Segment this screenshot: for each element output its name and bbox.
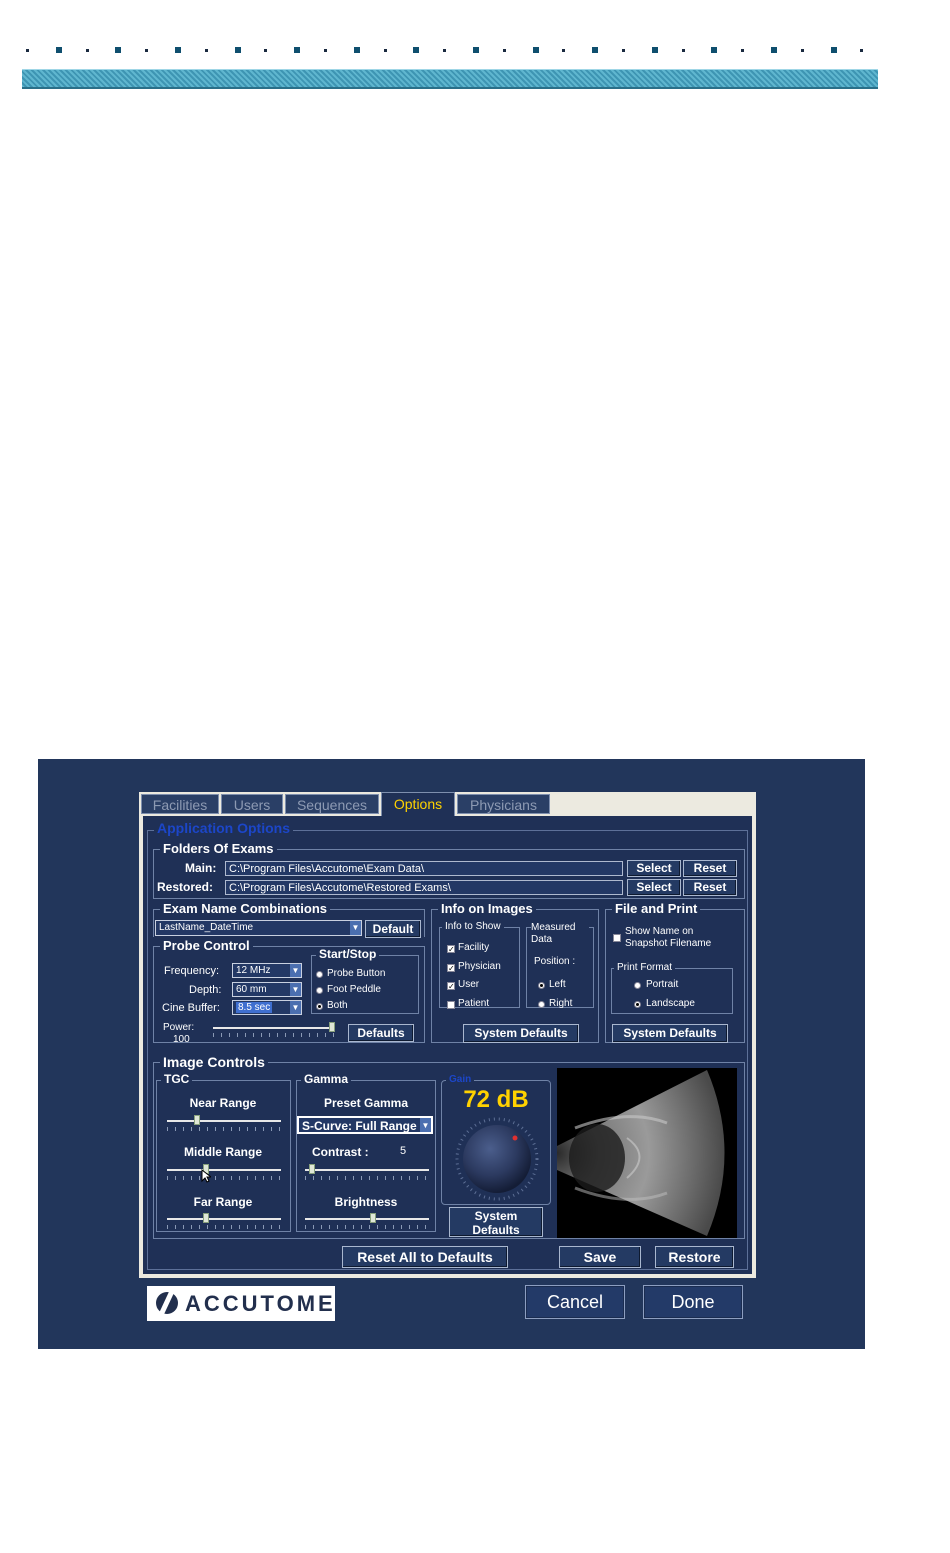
patient-label: Patient [458,998,490,1009]
facility-checkbox[interactable]: ✓ [448,945,455,954]
gamma-title: Gamma [301,1072,351,1086]
tgc-title: TGC [161,1072,192,1086]
probe-control-title: Probe Control [160,938,253,953]
header-dot-rule [22,46,878,56]
tab-options[interactable]: Options [381,792,455,816]
main-folder-label: Main: [185,861,217,875]
brightness-label: Brightness [334,1195,398,1209]
show-name-label: Show Name on Snapshot Filename [625,926,712,949]
accutome-logo-text: ACCUTOME [185,1291,336,1316]
print-format-title: Print Format [614,962,675,973]
header-dot [26,49,29,52]
measured-data-title: Measured Data [531,922,589,946]
header-dot [443,49,446,52]
file-system-defaults-button[interactable]: System Defaults [612,1024,728,1043]
depth-value: 60 mm [236,984,267,995]
header-dot [294,47,300,53]
restored-reset-button[interactable]: Reset [683,879,737,896]
both-radio[interactable] [316,1003,323,1010]
exam-name-default-button[interactable]: Default [365,920,421,938]
restore-button[interactable]: Restore [655,1246,734,1268]
tab-users[interactable]: Users [221,794,283,814]
exam-name-select[interactable] [155,920,362,936]
header-dot [324,49,327,52]
main-reset-button[interactable]: Reset [683,860,737,877]
header-dot [831,47,837,53]
cine-buffer-value: 8.5 sec [238,1002,271,1013]
power-slider-thumb[interactable] [329,1022,335,1032]
power-slider-track[interactable] [213,1027,335,1029]
near-range-slider-thumb[interactable] [194,1115,200,1125]
depth-label: Depth: [189,984,222,996]
gain-knob[interactable] [454,1116,540,1202]
user-label: User [458,979,480,990]
header-dot [145,49,148,52]
header-dot [562,49,565,52]
physician-checkbox[interactable]: ✓ [448,964,455,973]
header-dot [533,47,539,53]
header-dot [801,49,804,52]
power-label: Power: [163,1022,195,1033]
user-checkbox[interactable]: ✓ [448,982,455,991]
power-value: 100 [173,1034,190,1045]
near-range-label: Near Range [189,1096,257,1110]
landscape-radio[interactable] [634,1001,641,1008]
header-dot [622,49,625,52]
header-dot [741,49,744,52]
header-dot [86,49,89,52]
probe-button-label: Probe Button [327,968,386,979]
show-name-checkbox[interactable] [613,934,621,942]
header-dot [413,47,419,53]
position-left-label: Left [549,979,566,990]
far-range-slider-ticks [167,1225,281,1229]
middle-range-slider-track[interactable] [167,1169,281,1171]
landscape-label: Landscape [646,998,695,1009]
accutome-logo-mark [156,1292,178,1314]
middle-range-slider-ticks [167,1176,281,1180]
cine-buffer-select[interactable] [232,1000,302,1015]
middle-range-label: Middle Range [183,1145,262,1159]
file-and-print-title: File and Print [612,901,700,916]
tab-facilities[interactable]: Facilities [141,794,219,814]
gain-defaults-line-2: Defaults [472,1223,520,1237]
gain-value: 72 dB [463,1086,529,1113]
power-slider-ticks [213,1033,335,1037]
header-dot [235,47,241,53]
depth-select[interactable] [232,982,302,997]
header-dot [384,49,387,52]
accutome-logo [147,1286,335,1321]
tab-bar [139,792,756,816]
physician-label: Physician [458,961,501,972]
gain-system-defaults-button[interactable] [449,1207,543,1237]
brightness-slider-track[interactable] [305,1218,429,1220]
cancel-button[interactable]: Cancel [525,1285,625,1319]
preset-gamma-select[interactable] [297,1116,433,1134]
application-options-title: Application Options [154,820,293,836]
cine-buffer-label: Cine Buffer: [162,1002,220,1014]
header-dot [115,47,121,53]
gain-title: Gain [446,1074,474,1085]
probe-button-radio[interactable] [316,971,323,978]
header-dot [652,47,658,53]
near-range-slider-ticks [167,1127,281,1131]
info-system-defaults-button[interactable]: System Defaults [463,1024,579,1043]
position-label: Position : [534,956,576,967]
position-left-radio[interactable] [538,982,545,989]
brightness-slider-ticks [305,1225,429,1229]
preset-gamma-label: Preset Gamma [323,1096,409,1110]
position-right-radio[interactable] [538,1001,545,1008]
position-right-label: Right [549,998,573,1009]
main-select-button[interactable]: Select [627,860,681,877]
far-range-slider-thumb[interactable] [203,1213,209,1223]
foot-peddle-label: Foot Peddle [327,984,381,995]
chevron-down-icon: ▼ [291,966,300,975]
portrait-label: Portrait [646,979,679,990]
header-dot [473,47,479,53]
ultrasound-preview [557,1068,737,1238]
chevron-down-icon: ▼ [291,985,300,994]
info-on-images-title: Info on Images [438,901,536,916]
facility-label: Facility [458,942,490,953]
tab-physicians[interactable]: Physicians [457,794,550,814]
header-dot [503,49,506,52]
header-dot [56,47,62,53]
header-dot [711,47,717,53]
portrait-radio[interactable] [634,982,641,989]
brightness-slider-thumb[interactable] [370,1213,376,1223]
contrast-label: Contrast : [312,1145,369,1159]
far-range-slider-track[interactable] [167,1218,281,1220]
header-dot [682,49,685,52]
header-dot [771,47,777,53]
header-dot [860,49,863,52]
chevron-down-icon: ▼ [420,1118,431,1132]
save-button[interactable]: Save [559,1246,641,1268]
header-dot [354,47,360,53]
done-button[interactable]: Done [643,1285,743,1319]
header-dot [264,49,267,52]
folders-title: Folders Of Exams [160,841,277,856]
contrast-value: 5 [400,1145,407,1157]
patient-checkbox[interactable] [447,1001,455,1009]
header-dot [205,49,208,52]
restored-folder-label: Restored: [157,880,214,894]
exam-name-title: Exam Name Combinations [160,901,330,916]
contrast-slider-track[interactable] [305,1169,429,1171]
restored-select-button[interactable]: Select [627,879,681,896]
frequency-value: 12 MHz [236,965,271,976]
header-dot [592,47,598,53]
main-folder-input[interactable]: C:\Program Files\Accutome\Exam Data\ [225,861,623,876]
both-label: Both [327,1000,348,1011]
restored-folder-input[interactable]: C:\Program Files\Accutome\Restored Exams\ [225,880,623,895]
start-stop-title: Start/Stop [316,947,379,961]
probe-defaults-button[interactable]: Defaults [348,1024,414,1042]
near-range-slider-track[interactable] [167,1120,281,1122]
foot-peddle-radio[interactable] [316,987,323,994]
image-controls-title: Image Controls [160,1054,268,1070]
chevron-down-icon: ▼ [350,921,361,935]
far-range-label: Far Range [193,1195,253,1209]
preset-gamma-value: S-Curve: Full Range [302,1119,417,1133]
header-dot [175,47,181,53]
chevron-down-icon: ▼ [291,1003,300,1012]
frequency-label: Frequency: [164,965,220,977]
header-banner [22,69,878,89]
reset-all-button[interactable]: Reset All to Defaults [342,1246,508,1268]
exam-name-value: LastName_DateTime [159,922,254,933]
contrast-slider-ticks [305,1176,429,1180]
info-to-show-title: Info to Show [442,921,504,932]
gain-defaults-line-1: System [474,1209,518,1223]
mouse-cursor-icon [201,1169,211,1183]
contrast-slider-thumb[interactable] [309,1164,315,1174]
ultrasound-fan-image [557,1068,737,1238]
tab-sequences[interactable]: Sequences [285,794,379,814]
frequency-select[interactable] [232,963,302,978]
